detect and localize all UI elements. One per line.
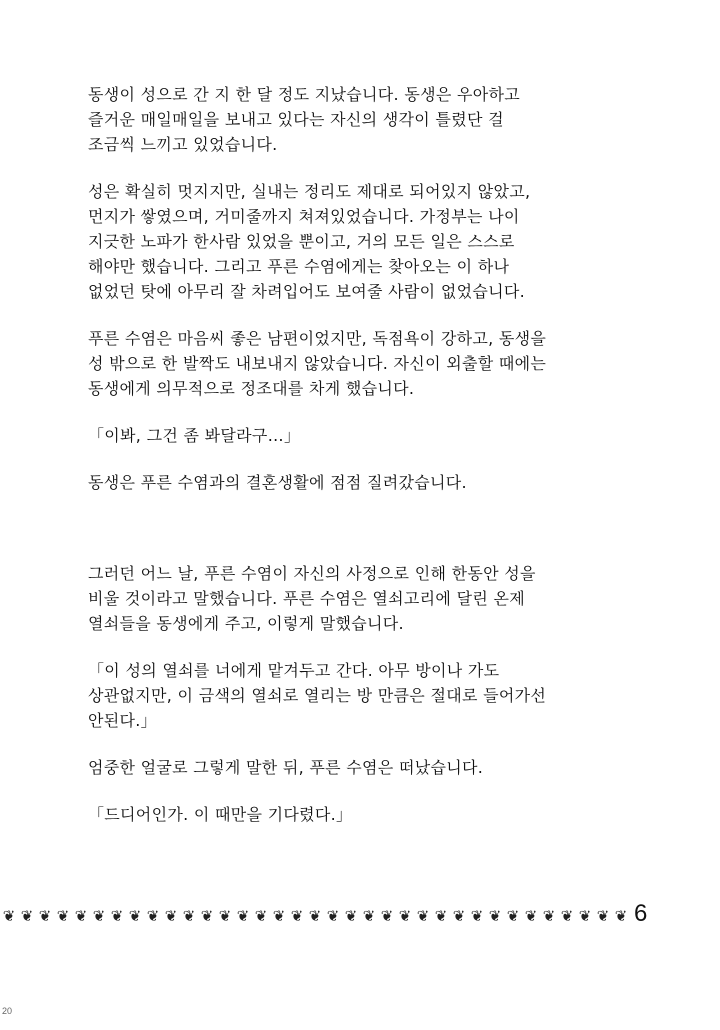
flourish-ornament-icon: ❦	[272, 907, 286, 925]
paragraph-5: 그러던 어느 날, 푸른 수염이 자신의 사정으로 인해 한동안 성을 비울 것이라고 말했습니다. 푸른 수염은 열쇠고리에 달린 온제 열쇠들을 동생에게 주고, 이렇게 말했습니다.	[88, 564, 536, 633]
flourish-ornament-icon: ❦	[182, 907, 196, 925]
flourish-ornament-icon: ❦	[92, 907, 106, 925]
paragraph-6: 엄중한 얼굴로 그렇게 말한 뒤, 푸른 수염은 떠났습니다.	[88, 758, 484, 777]
flourish-ornament-icon: ❦	[488, 907, 502, 925]
flourish-ornament-icon: ❦	[20, 907, 34, 925]
flourish-ornament-icon: ❦	[38, 907, 52, 925]
flourish-ornament-icon: ❦	[74, 907, 88, 925]
flourish-ornament-icon: ❦	[146, 907, 160, 925]
flourish-ornament-icon: ❦	[56, 907, 70, 925]
flourish-ornament-icon: ❦	[110, 907, 124, 925]
flourish-ornament-icon: ❦	[506, 907, 520, 925]
paragraph-3: 푸른 수염은 마음씨 좋은 남편이었지만, 독점욕이 강하고, 동생을 성 밖으로 한 발짝도 내보내지 않았습니다. 자신이 외출할 때에는 동생에게 의무적으로 정조대를 차게 했습니다.	[88, 329, 547, 398]
flourish-ornament-icon: ❦	[434, 907, 448, 925]
flourish-ornament-icon: ❦	[380, 907, 394, 925]
ornament-border	[0, 903, 640, 929]
corner-mark: 20	[2, 1006, 13, 1016]
flourish-ornament-icon: ❦	[452, 907, 466, 925]
dialogue-1: 「이봐, 그건 좀 봐달라구…」	[88, 426, 301, 445]
flourish-ornament-icon: ❦	[254, 907, 268, 925]
flourish-ornament-icon: ❦	[308, 907, 322, 925]
flourish-ornament-icon: ❦	[524, 907, 538, 925]
paragraph-2: 성은 확실히 멋지지만, 실내는 정리도 제대로 되어있지 않았고, 먼지가 쌓였으며, 거미줄까지 쳐져있었습니다. 가정부는 나이 지긋한 노파가 한사람 있었을 뿐이고, 거의 모든 일은 스스로 해야만 했습니다. 그리고 푸른 수염에게는 찾아오는 이 하나 없었던 탓에 아무리 잘 차려입어도 보여줄 사람이 없었습니다.	[88, 182, 531, 301]
flourish-ornament-icon: ❦	[128, 907, 142, 925]
dialogue-3: 「드디어인가. 이 때만을 기다렸다.」	[88, 805, 353, 824]
flourish-ornament-icon: ❦	[398, 907, 412, 925]
flourish-ornament-icon: ❦	[326, 907, 340, 925]
flourish-ornament-icon: ❦	[596, 907, 610, 925]
flourish-ornament-icon: ❦	[614, 907, 628, 925]
flourish-ornament-icon: ❦	[362, 907, 376, 925]
flourish-ornament-icon: ❦	[164, 907, 178, 925]
paragraph-1: 동생이 성으로 간 지 한 달 정도 지났습니다. 동생은 우아하고 즐거운 매일매일을 보내고 있다는 자신의 생각이 틀렸단 걸 조금씩 느끼고 있었습니다.	[88, 85, 521, 154]
flourish-ornament-icon: ❦	[218, 907, 232, 925]
story-text	[88, 82, 648, 849]
flourish-ornament-icon: ❦	[578, 907, 592, 925]
paragraph-4: 동생은 푸른 수염과의 결혼생활에 점점 질려갔습니다.	[88, 473, 467, 492]
flourish-ornament-icon: ❦	[2, 907, 16, 925]
flourish-ornament-icon: ❦	[290, 907, 304, 925]
flourish-ornament-icon: ❦	[416, 907, 430, 925]
flourish-ornament-icon: ❦	[542, 907, 556, 925]
flourish-ornament-icon: ❦	[344, 907, 358, 925]
flourish-ornament-icon: ❦	[470, 907, 484, 925]
dialogue-2: 「이 성의 열쇠를 너에게 맡겨두고 간다. 아무 방이나 가도 상관없지만, 이 금색의 열쇠로 열리는 방 만큼은 절대로 들어가선 안된다.」	[88, 661, 547, 730]
flourish-ornament-icon: ❦	[560, 907, 574, 925]
page-number: 6	[634, 900, 648, 927]
flourish-ornament-icon: ❦	[236, 907, 250, 925]
flourish-ornament-icon: ❦	[200, 907, 214, 925]
